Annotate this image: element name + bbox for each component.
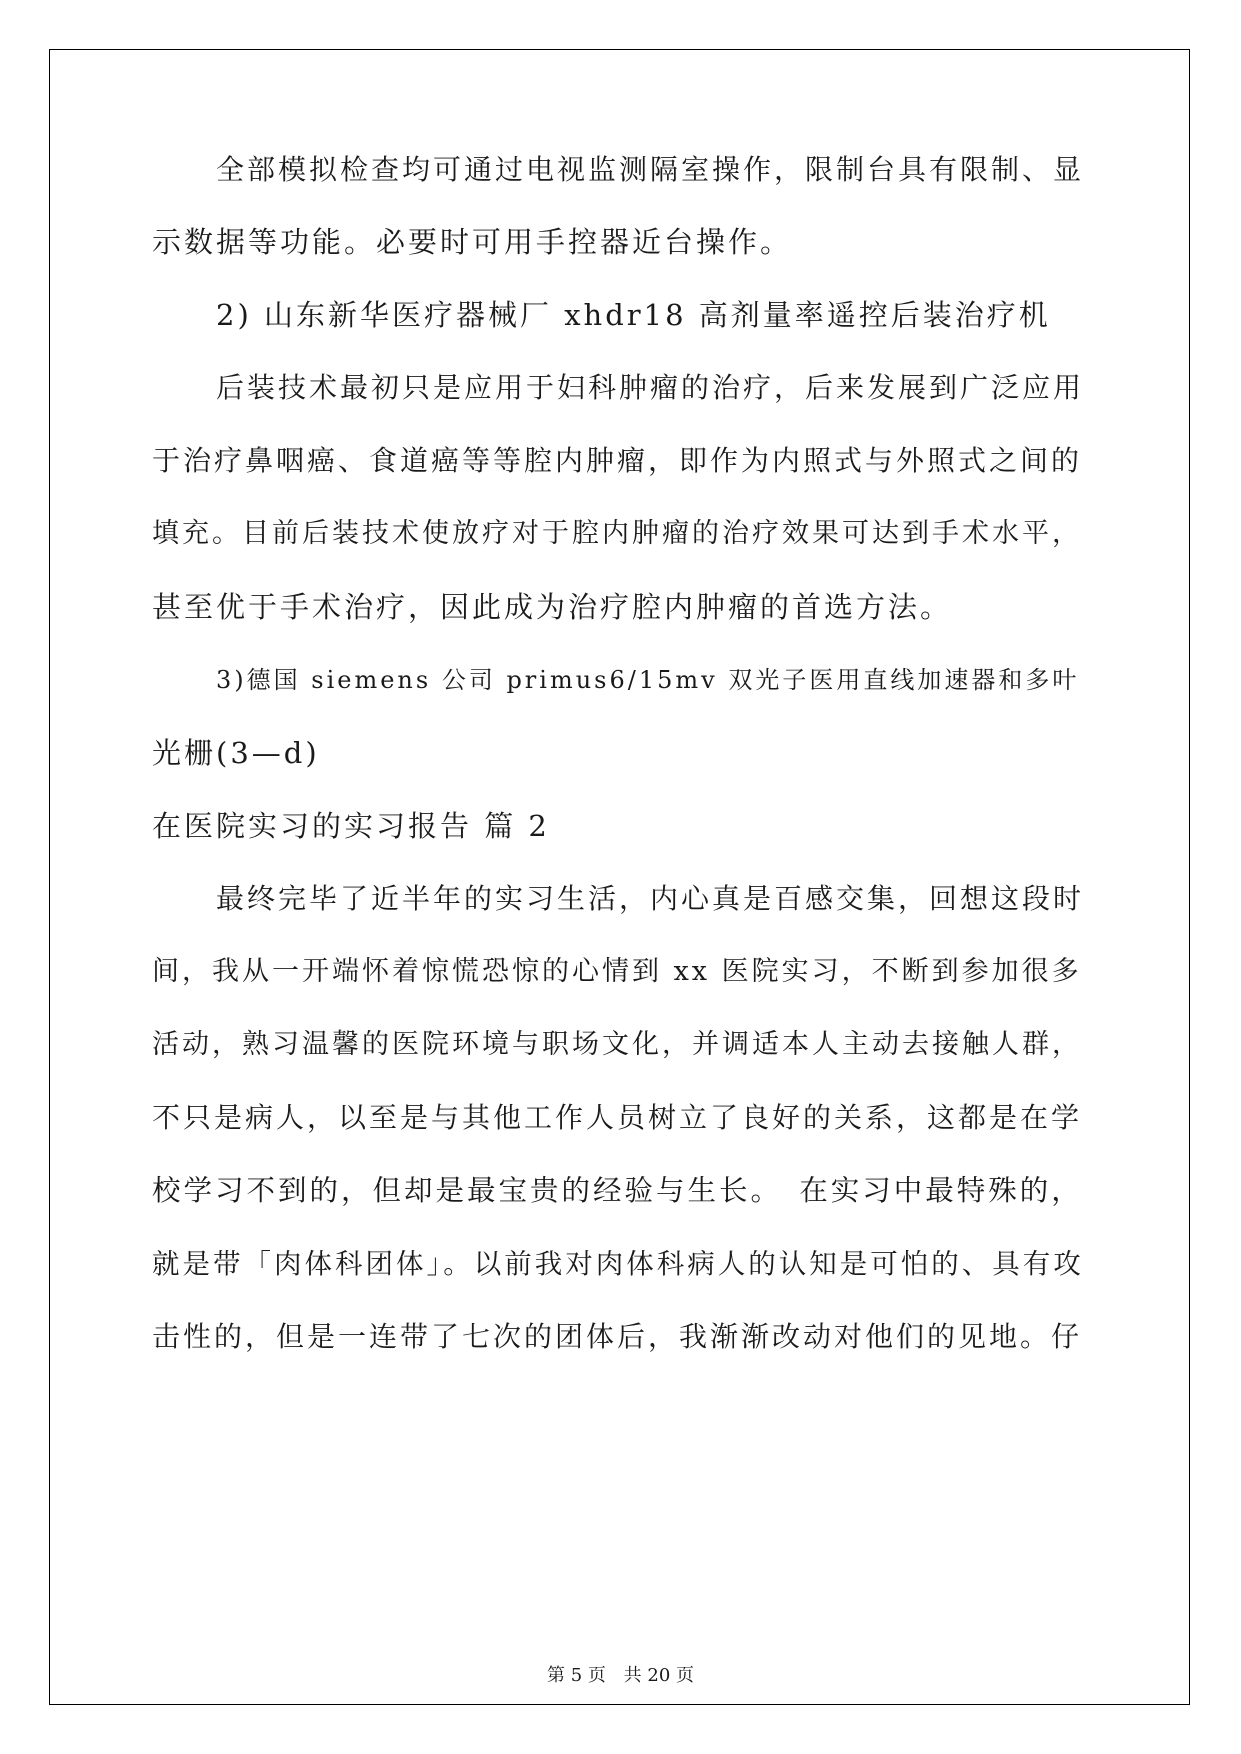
paragraph-line: 不只是病人，以至是与其他工作人员树立了良好的关系，这都是在学	[152, 1101, 1083, 1134]
page-total: 共 20 页	[623, 1665, 694, 1686]
paragraph-line: 全部模拟检查均可通过电视监测隔室操作，限制台具有限制、显	[216, 153, 1085, 186]
list-item-2: 2) 山东新华医疗器械厂 xhdr18 高剂量率遥控后装治疗机	[216, 298, 1051, 332]
paragraph-line: 填充。目前后装技术使放疗对于腔内肿瘤的治疗效果可达到手术水平，	[152, 518, 1082, 549]
paragraph-line: 甚至优于手术治疗，因此成为治疗腔内肿瘤的首选方法。	[152, 590, 953, 624]
paragraph-line: 后装技术最初只是应用于妇科肿瘤的治疗，后来发展到广泛应用	[216, 371, 1085, 404]
page-footer	[0, 1664, 1241, 1688]
paragraph-line: 示数据等功能。必要时可用手控器近台操作。	[152, 225, 793, 259]
paragraph-line: 最终完毕了近半年的实习生活，内心真是百感交集，回想这段时	[216, 882, 1085, 915]
paragraph-line: 间，我从一开端怀着惊慌恐惊的心情到 xx 医院实习，不断到参加很多	[152, 956, 1082, 987]
list-item-3: 3)德国 siemens 公司 primus6/15mv 双光子医用直线加速器和多叶	[216, 666, 1080, 694]
paragraph-line: 击性的，但是一连带了七次的团体后，我渐渐改动对他们的见地。仔	[152, 1320, 1083, 1353]
paragraph-line: 于治疗鼻咽癌、食道癌等等腔内肿瘤，即作为内照式与外照式之间的	[152, 444, 1083, 477]
paragraph-line: 就是带「肉体科团体」。以前我对肉体科病人的认知是可怕的、具有攻	[152, 1248, 1084, 1280]
page-number: 第 5 页	[547, 1665, 606, 1686]
section-heading: 在医院实习的实习报告 篇 2	[152, 809, 550, 843]
paragraph-line: 光栅(3—d)	[152, 736, 320, 770]
paragraph-line: 校学习不到的，但却是最宝贵的经验与生长。 在实习中最特殊的，	[152, 1174, 1083, 1207]
paragraph-line: 活动，熟习温馨的医院环境与职场文化，并调适本人主动去接触人群，	[152, 1029, 1082, 1060]
